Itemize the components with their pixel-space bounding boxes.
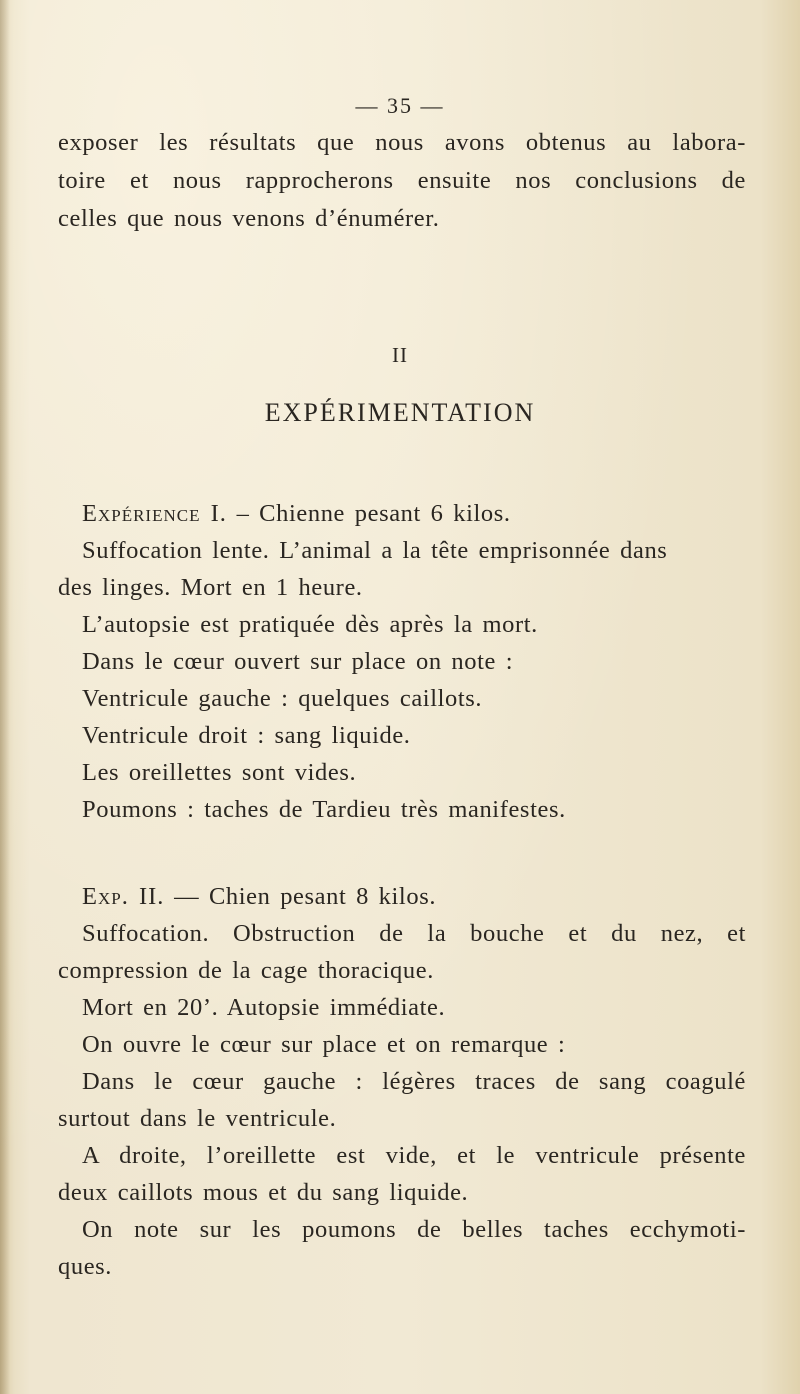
experience-2-heading [82, 882, 436, 912]
experience-1-line-8: Poumons : taches de Tardieu très manifestes. [82, 796, 566, 823]
experience-2-label: Exp. II. [82, 883, 165, 910]
experience-1-line-4: Dans le cœur ouvert sur place on note : [82, 648, 514, 675]
experience-1-line-2: des linges. Mort en 1 heure. [58, 574, 363, 601]
experience-2-line-3: Mort en 20’. Autopsie immédiate. [82, 994, 446, 1021]
experience-2-line-7: A droite, l’oreillette est vide, et le ventricule présente [82, 1142, 746, 1169]
experience-1-line-1: Suffocation lente. L’animal a la tête emprisonnée dans [82, 537, 668, 564]
section-number: II [392, 343, 408, 367]
experience-2-line-2: compression de la cage thoracique. [58, 957, 434, 984]
experience-1-line-3: L’autopsie est pratiquée dès après la mort. [82, 611, 538, 638]
section-title: EXPÉRIMENTATION [264, 398, 536, 427]
experience-1-heading [82, 499, 511, 529]
intro-line-2: toire et nous rapprocherons ensuite nos conclusions de [58, 167, 746, 194]
experience-2-line-5: Dans le cœur gauche : légères traces de sang coagulé [82, 1068, 746, 1095]
experience-1-label: Expérience I. [82, 500, 227, 527]
page-edge-shadow [0, 0, 10, 1394]
page-number: — 35 — [355, 93, 445, 118]
experience-2-line-10: ques. [58, 1253, 113, 1280]
experience-2-line-6: surtout dans le ventricule. [58, 1105, 337, 1132]
experience-1-line-6: Ventricule droit : sang liquide. [82, 722, 411, 749]
intro-line-3: celles que nous venons d’énumérer. [58, 205, 440, 232]
experience-1-line-7: Les oreillettes sont vides. [82, 759, 357, 786]
experience-2-line-4: On ouvre le cœur sur place et on remarque : [82, 1031, 566, 1058]
experience-1-heading-text: – Chienne pesant 6 kilos. [226, 500, 511, 527]
experience-1-line-5: Ventricule gauche : quelques caillots. [82, 685, 483, 712]
experience-2-line-9: On note sur les poumons de belles taches ecchymoti- [82, 1216, 746, 1243]
intro-line-1: exposer les résultats que nous avons obtenus au labora- [58, 129, 746, 156]
experience-2-line-1: Suffocation. Obstruction de la bouche et du nez, et [82, 920, 746, 947]
experience-2-heading-text: — Chien pesant 8 kilos. [164, 883, 437, 910]
experience-2-line-8: deux caillots mous et du sang liquide. [58, 1179, 469, 1206]
